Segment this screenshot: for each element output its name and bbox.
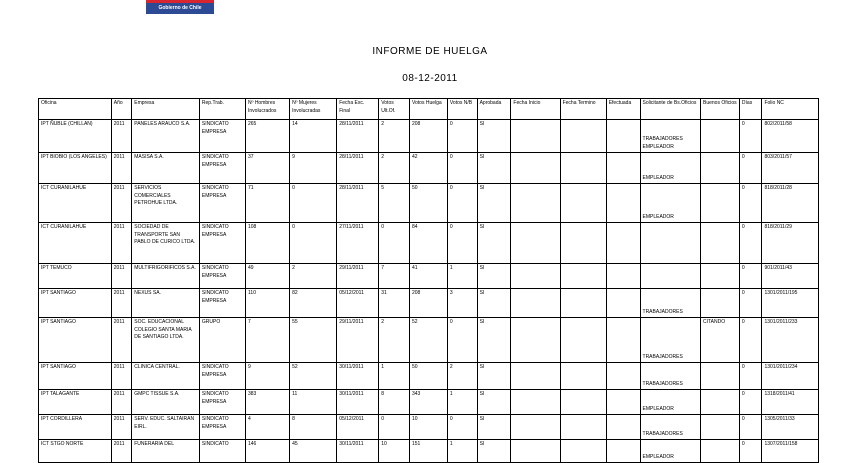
cell-folio: 803/2011/57: [762, 153, 819, 184]
cell-anio: 2011: [111, 363, 131, 390]
column-header: Empresa: [132, 99, 200, 120]
table-row: [39, 318, 819, 363]
cell-buenos: [700, 120, 739, 153]
cell-mujeres: 82: [290, 289, 337, 318]
table-row: [39, 363, 819, 390]
column-header: Buenos Oficios: [700, 99, 739, 120]
cell-dias: 0: [739, 264, 762, 289]
cell-solicitante: [640, 264, 700, 289]
cell-votos-ult: 31: [379, 289, 410, 318]
cell-fecha-exc: 27/11/2011: [337, 223, 379, 264]
cell-buenos: [700, 440, 739, 463]
strike-report-table: [38, 98, 819, 463]
cell-fecha-inicio: [511, 184, 560, 223]
cell-fecha-inicio: [511, 440, 560, 463]
cell-votos-ult: 2: [379, 120, 410, 153]
cell-empresa: MULTIFRIGORIFICOS S.A.: [132, 264, 200, 289]
cell-votos-huelga: 52: [409, 318, 447, 363]
cell-oficina: IPT SANTIAGO: [39, 318, 112, 363]
cell-votos-huelga: 84: [409, 223, 447, 264]
cell-mujeres: 14: [290, 120, 337, 153]
cell-aprobada: SI: [477, 120, 511, 153]
cell-empresa: NEXUS SA.: [132, 289, 200, 318]
cell-fecha-inicio: [511, 153, 560, 184]
cell-fecha-exc: 05/12/2011: [337, 415, 379, 440]
cell-buenos: [700, 390, 739, 415]
table-row: [39, 184, 819, 223]
cell-empresa: CLINICA CENTRAL.: [132, 363, 200, 390]
cell-mujeres: 0: [290, 223, 337, 264]
cell-efectuada: [606, 184, 640, 223]
cell-oficina: ICT STGO NORTE: [39, 440, 112, 463]
cell-efectuada: [606, 120, 640, 153]
cell-hombres: 110: [246, 289, 290, 318]
cell-dias: 0: [739, 415, 762, 440]
cell-solicitante: EMPLEADOR: [640, 390, 700, 415]
cell-votos-nb: 0: [447, 153, 477, 184]
cell-aprobada: SI: [477, 184, 511, 223]
column-header: Días: [739, 99, 762, 120]
cell-buenos: [700, 223, 739, 264]
cell-votos-ult: 7: [379, 264, 410, 289]
table-body: [39, 120, 819, 463]
cell-folio: 1307/2011/158: [762, 440, 819, 463]
cell-dias: 0: [739, 318, 762, 363]
cell-rep: SINDICATO EMPRESA: [199, 390, 245, 415]
column-header: Efectuada: [606, 99, 640, 120]
cell-votos-nb: 1: [447, 440, 477, 463]
cell-solicitante: TRABAJADORES: [640, 318, 700, 363]
cell-votos-nb: 0: [447, 120, 477, 153]
cell-empresa: SOCIEDAD DE TRANSPORTE SAN PABLO DE CURICO LTDA.: [132, 223, 200, 264]
logo-text: Gobierno de Chile: [158, 5, 202, 11]
cell-dias: 0: [739, 390, 762, 415]
cell-fecha-inicio: [511, 318, 560, 363]
column-header: Votos N/B: [447, 99, 477, 120]
cell-votos-nb: 3: [447, 289, 477, 318]
cell-folio: 1301/2011/233: [762, 318, 819, 363]
cell-folio: 818/2011/28: [762, 184, 819, 223]
cell-solicitante: EMPLEADOR: [640, 184, 700, 223]
table-header-row: [39, 99, 819, 120]
cell-dias: 0: [739, 184, 762, 223]
cell-aprobada: SI: [477, 440, 511, 463]
cell-fecha-exc: 30/11/2011: [337, 363, 379, 390]
report-title: INFORME DE HUELGA: [372, 46, 488, 57]
cell-dias: 0: [739, 440, 762, 463]
cell-votos-huelga: 50: [409, 184, 447, 223]
cell-buenos: [700, 153, 739, 184]
cell-hombres: 7: [246, 318, 290, 363]
cell-votos-huelga: 50: [409, 363, 447, 390]
cell-buenos: [700, 289, 739, 318]
table-row: [39, 223, 819, 264]
cell-votos-ult: 5: [379, 184, 410, 223]
cell-efectuada: [606, 153, 640, 184]
cell-folio: 1318/2011/41: [762, 390, 819, 415]
cell-rep: GRUPO: [199, 318, 245, 363]
cell-dias: 0: [739, 363, 762, 390]
cell-aprobada: SI: [477, 415, 511, 440]
cell-votos-nb: 1: [447, 390, 477, 415]
cell-aprobada: SI: [477, 363, 511, 390]
cell-buenos: [700, 415, 739, 440]
cell-hombres: 9: [246, 363, 290, 390]
cell-fecha-inicio: [511, 363, 560, 390]
cell-fecha-termino: [560, 223, 606, 264]
cell-folio: 901/2011/43: [762, 264, 819, 289]
cell-rep: SINDICATO EMPRESA: [199, 153, 245, 184]
cell-rep: SINDICATO EMPRESA: [199, 184, 245, 223]
cell-solicitante: [640, 223, 700, 264]
table-row: [39, 153, 819, 184]
cell-oficina: IPT CORDILLERA: [39, 415, 112, 440]
cell-buenos: CITANDO: [700, 318, 739, 363]
cell-buenos: [700, 184, 739, 223]
cell-votos-nb: 1: [447, 264, 477, 289]
column-header: Solicitante de Bs.Oficios: [640, 99, 700, 120]
cell-solicitante: TRABAJADORES: [640, 363, 700, 390]
cell-fecha-termino: [560, 289, 606, 318]
cell-dias: 0: [739, 289, 762, 318]
cell-hombres: 71: [246, 184, 290, 223]
cell-hombres: 108: [246, 223, 290, 264]
column-header: Votos Ult.Of.: [379, 99, 410, 120]
cell-aprobada: SI: [477, 153, 511, 184]
cell-votos-ult: 2: [379, 153, 410, 184]
cell-empresa: GMPC TISSUE S.A.: [132, 390, 200, 415]
cell-empresa: SERVICIOS COMERCIALES PETROHUE LTDA.: [132, 184, 200, 223]
cell-anio: 2011: [111, 264, 131, 289]
cell-hombres: 383: [246, 390, 290, 415]
cell-anio: 2011: [111, 440, 131, 463]
cell-oficina: IPT TALAGANTE: [39, 390, 112, 415]
cell-fecha-termino: [560, 440, 606, 463]
cell-fecha-exc: 29/11/2011: [337, 264, 379, 289]
cell-folio: 1305/2011/33: [762, 415, 819, 440]
column-header: Nº Hombres Involucrados: [246, 99, 290, 120]
cell-fecha-termino: [560, 390, 606, 415]
cell-votos-ult: 0: [379, 415, 410, 440]
cell-aprobada: SI: [477, 318, 511, 363]
cell-fecha-inicio: [511, 120, 560, 153]
report-date: 08-12-2011: [402, 73, 458, 84]
cell-fecha-termino: [560, 153, 606, 184]
cell-efectuada: [606, 264, 640, 289]
table-row: [39, 415, 819, 440]
cell-solicitante: EMPLEADOR: [640, 153, 700, 184]
cell-folio: 802/2011/58: [762, 120, 819, 153]
cell-folio: 1301/2011/195: [762, 289, 819, 318]
column-header: Fecha Exc. Final: [337, 99, 379, 120]
cell-votos-nb: 0: [447, 415, 477, 440]
cell-buenos: [700, 264, 739, 289]
cell-votos-huelga: 208: [409, 289, 447, 318]
cell-fecha-termino: [560, 415, 606, 440]
cell-votos-nb: 0: [447, 223, 477, 264]
column-header: Aprobada: [477, 99, 511, 120]
cell-folio: 818/2011/29: [762, 223, 819, 264]
column-header: Oficina: [39, 99, 112, 120]
cell-empresa: MASISA S.A.: [132, 153, 200, 184]
cell-hombres: 146: [246, 440, 290, 463]
cell-hombres: 265: [246, 120, 290, 153]
cell-votos-huelga: 42: [409, 153, 447, 184]
column-header: Votos Huelga: [409, 99, 447, 120]
cell-efectuada: [606, 223, 640, 264]
cell-mujeres: 55: [290, 318, 337, 363]
cell-fecha-inicio: [511, 415, 560, 440]
cell-votos-huelga: 208: [409, 120, 447, 153]
cell-votos-huelga: 41: [409, 264, 447, 289]
cell-dias: 0: [739, 153, 762, 184]
cell-fecha-exc: 28/11/2011: [337, 120, 379, 153]
cell-rep: SINDICATO EMPRESA: [199, 415, 245, 440]
cell-votos-nb: 2: [447, 363, 477, 390]
cell-fecha-exc: 28/11/2011: [337, 153, 379, 184]
column-header: Fecha Termino: [560, 99, 606, 120]
cell-fecha-termino: [560, 363, 606, 390]
cell-fecha-inicio: [511, 264, 560, 289]
cell-oficina: IPT SANTIAGO: [39, 289, 112, 318]
cell-efectuada: [606, 415, 640, 440]
cell-mujeres: 11: [290, 390, 337, 415]
cell-aprobada: SI: [477, 390, 511, 415]
cell-rep: SINDICATO EMPRESA: [199, 363, 245, 390]
cell-mujeres: 8: [290, 415, 337, 440]
cell-dias: 0: [739, 120, 762, 153]
column-header: Fecha Inicio: [511, 99, 560, 120]
cell-aprobada: SI: [477, 289, 511, 318]
cell-votos-nb: 0: [447, 184, 477, 223]
cell-oficina: ICT CURANILAHUE: [39, 184, 112, 223]
cell-efectuada: [606, 289, 640, 318]
cell-rep: SINDICATO EMPRESA: [199, 120, 245, 153]
cell-efectuada: [606, 318, 640, 363]
cell-solicitante: TRABAJADORES: [640, 289, 700, 318]
cell-oficina: IPT ÑUBLE (CHILLAN): [39, 120, 112, 153]
cell-efectuada: [606, 363, 640, 390]
cell-rep: SINDICATO EMPRESA: [199, 264, 245, 289]
cell-folio: 1301/2011/234: [762, 363, 819, 390]
column-header: Folio NC: [762, 99, 819, 120]
table-row: [39, 264, 819, 289]
cell-mujeres: 45: [290, 440, 337, 463]
table-row: [39, 120, 819, 153]
cell-fecha-termino: [560, 318, 606, 363]
cell-fecha-exc: 29/11/2011: [337, 318, 379, 363]
cell-solicitante: EMPLEADOR: [640, 440, 700, 463]
cell-fecha-exc: 30/11/2011: [337, 440, 379, 463]
cell-mujeres: 52: [290, 363, 337, 390]
cell-dias: 0: [739, 223, 762, 264]
cell-votos-ult: 2: [379, 318, 410, 363]
cell-anio: 2011: [111, 289, 131, 318]
gobierno-logo: [146, 0, 214, 17]
column-header: Año: [111, 99, 131, 120]
cell-solicitante: TRABAJADORES: [640, 415, 700, 440]
cell-fecha-exc: 05/12/2011: [337, 289, 379, 318]
cell-empresa: SERV. EDUC. SALTAIRAN EIRL.: [132, 415, 200, 440]
cell-anio: 2011: [111, 153, 131, 184]
cell-hombres: 49: [246, 264, 290, 289]
cell-oficina: ICT CURANILAHUE: [39, 223, 112, 264]
column-header: Nº Mujeres Involucradas: [290, 99, 337, 120]
cell-efectuada: [606, 440, 640, 463]
cell-fecha-inicio: [511, 390, 560, 415]
cell-rep: SINDICATO EMPRESA: [199, 223, 245, 264]
cell-anio: 2011: [111, 390, 131, 415]
cell-hombres: 37: [246, 153, 290, 184]
cell-fecha-termino: [560, 264, 606, 289]
table-row: [39, 289, 819, 318]
cell-votos-ult: 8: [379, 390, 410, 415]
cell-empresa: SOC. EDUCACIONAL COLEGIO SANTA MARIA DE SANTIAGO LTDA.: [132, 318, 200, 363]
cell-votos-ult: 0: [379, 223, 410, 264]
cell-votos-ult: 1: [379, 363, 410, 390]
cell-anio: 2011: [111, 415, 131, 440]
cell-votos-huelga: 10: [409, 415, 447, 440]
cell-aprobada: SI: [477, 264, 511, 289]
cell-fecha-termino: [560, 120, 606, 153]
cell-votos-huelga: 343: [409, 390, 447, 415]
cell-fecha-exc: 30/11/2011: [337, 390, 379, 415]
cell-oficina: IPT SANTIAGO: [39, 363, 112, 390]
cell-oficina: IPT TEMUCO: [39, 264, 112, 289]
cell-rep: SINDICATO EMPRESA: [199, 289, 245, 318]
cell-anio: 2011: [111, 223, 131, 264]
cell-empresa: FUNERARIA DEL: [132, 440, 200, 463]
column-header: Rep.Trab.: [199, 99, 245, 120]
table-row: [39, 440, 819, 463]
cell-fecha-inicio: [511, 289, 560, 318]
cell-mujeres: 0: [290, 184, 337, 223]
cell-fecha-inicio: [511, 223, 560, 264]
cell-votos-huelga: 151: [409, 440, 447, 463]
cell-efectuada: [606, 390, 640, 415]
cell-fecha-exc: 28/11/2011: [337, 184, 379, 223]
cell-buenos: [700, 363, 739, 390]
cell-mujeres: 2: [290, 264, 337, 289]
cell-rep: SINDICATO: [199, 440, 245, 463]
cell-aprobada: SI: [477, 223, 511, 264]
logo-flag-red: [146, 0, 214, 3]
cell-votos-nb: 0: [447, 318, 477, 363]
table-row: [39, 390, 819, 415]
cell-empresa: PANELES ARAUCO S.A.: [132, 120, 200, 153]
cell-oficina: IPT BIOBIO (LOS ANGELES): [39, 153, 112, 184]
cell-solicitante: TRABAJADORES EMPLEADOR: [640, 120, 700, 153]
cell-anio: 2011: [111, 318, 131, 363]
cell-votos-ult: 10: [379, 440, 410, 463]
cell-mujeres: 9: [290, 153, 337, 184]
cell-fecha-termino: [560, 184, 606, 223]
cell-anio: 2011: [111, 184, 131, 223]
cell-hombres: 4: [246, 415, 290, 440]
cell-anio: 2011: [111, 120, 131, 153]
